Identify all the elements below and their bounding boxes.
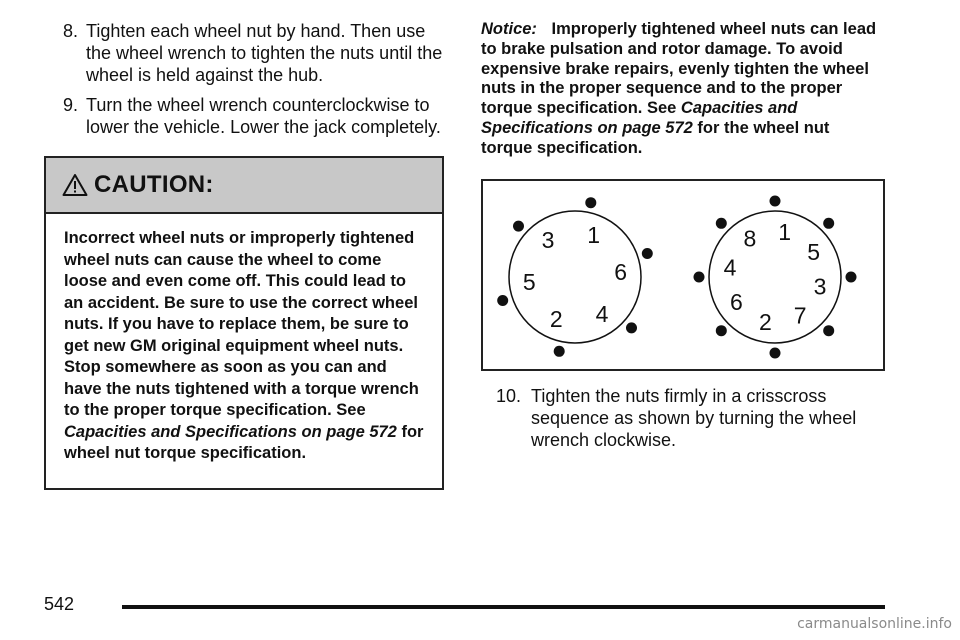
lug-nut-dot xyxy=(626,322,637,333)
lug-nut-dot xyxy=(716,217,727,228)
right-column xyxy=(481,20,885,459)
notice-tail: for the wheel nut torque specification. xyxy=(481,118,830,157)
caution-header xyxy=(46,158,442,214)
lug-nut-sequence-label: 7 xyxy=(793,302,807,329)
step-9 xyxy=(44,94,446,138)
lug-nut-sequence-label: 5 xyxy=(522,268,536,295)
lug-nut-dot xyxy=(694,271,705,282)
step-10 xyxy=(481,385,885,451)
step-number: 10. xyxy=(495,385,521,406)
footer-rule xyxy=(122,605,885,609)
lug-nut-sequence-label: 1 xyxy=(587,221,601,248)
lug-nut-dot xyxy=(770,347,781,358)
lug-nut-dot xyxy=(823,325,834,336)
notice-label: Notice: xyxy=(481,20,537,38)
step-text: Turn the wheel wrench counterclockwise to lower the vehicle. Lower the jack completely. xyxy=(86,95,441,137)
caution-tail: for wheel nut torque specification. xyxy=(64,422,424,462)
lug-nut-dot xyxy=(513,220,524,231)
lug-nut-sequence-label: 4 xyxy=(595,300,609,327)
lug-nut-sequence-diagram xyxy=(481,179,885,371)
lug-nut-sequence-label: 6 xyxy=(730,288,743,315)
notice xyxy=(481,20,885,159)
left-column xyxy=(44,20,446,490)
step-number: 8. xyxy=(62,21,78,41)
step-number: 9. xyxy=(62,95,78,115)
lug-nut-dot xyxy=(642,248,653,259)
lug-nut-sequence-label: 4 xyxy=(723,253,737,280)
lug-nut-sequence-label: 1 xyxy=(778,218,791,245)
lug-nut-sequence-label: 2 xyxy=(759,308,772,335)
lug-nut-sequence-label: 6 xyxy=(614,258,628,285)
lug-nut-dot xyxy=(716,325,727,336)
notice-body: Improperly tightened wheel nuts can lead to brake pulsation and rotor damage. To avoid expensive brake repairs, evenly tighten the wheel nuts in the proper sequence and to the proper torque specification. See xyxy=(481,20,877,118)
caution-text xyxy=(46,214,442,465)
watermark: carmanualsonline.info xyxy=(797,616,952,632)
step-text: Tighten the nuts firmly in a crisscross sequence as shown by turning the wheel wrench clockwise. xyxy=(531,385,857,450)
caution-title: CAUTION: xyxy=(94,171,214,198)
caution-box xyxy=(44,156,444,490)
step-text: Tighten each wheel nut by hand. Then use the wheel wrench to tighten the nuts until the wheel is held against the hub. xyxy=(86,21,443,85)
page-number: 542 xyxy=(44,594,75,614)
lug-nut-dot xyxy=(770,195,781,206)
notice-cross-reference: Capacities and Specifications on page 572 xyxy=(481,99,798,137)
caution-body: Incorrect wheel nuts or improperly tightened wheel nuts can cause the wheel to come loose and even come off. This could lead to an accident. Be sure to use the correct wheel nuts. If you have to replace them, be sure to get new GM original equipment wheel nuts. Stop somewhere as soon as you can and have the nuts tightened with a torque wrench to the proper torque specification. See xyxy=(64,229,419,419)
lug-nut-dot xyxy=(554,345,565,356)
lug-nut-sequence-label: 8 xyxy=(743,224,757,251)
lug-nut-dot xyxy=(823,217,834,228)
lug-nut-dot xyxy=(497,295,508,306)
lug-nut-dot xyxy=(846,271,857,282)
step-8 xyxy=(44,20,446,86)
lug-nut-sequence-label: 5 xyxy=(807,238,820,265)
lug-nut-diagram-svg xyxy=(483,181,883,369)
lug-nut-dot xyxy=(585,197,596,208)
lug-nut-sequence-label: 2 xyxy=(549,305,563,332)
lug-nut-sequence-label: 3 xyxy=(813,273,827,300)
caution-cross-reference: Capacities and Specifications on page 572 xyxy=(64,422,397,441)
warning-triangle-icon xyxy=(62,173,88,197)
lug-nut-sequence-label: 3 xyxy=(541,226,555,253)
